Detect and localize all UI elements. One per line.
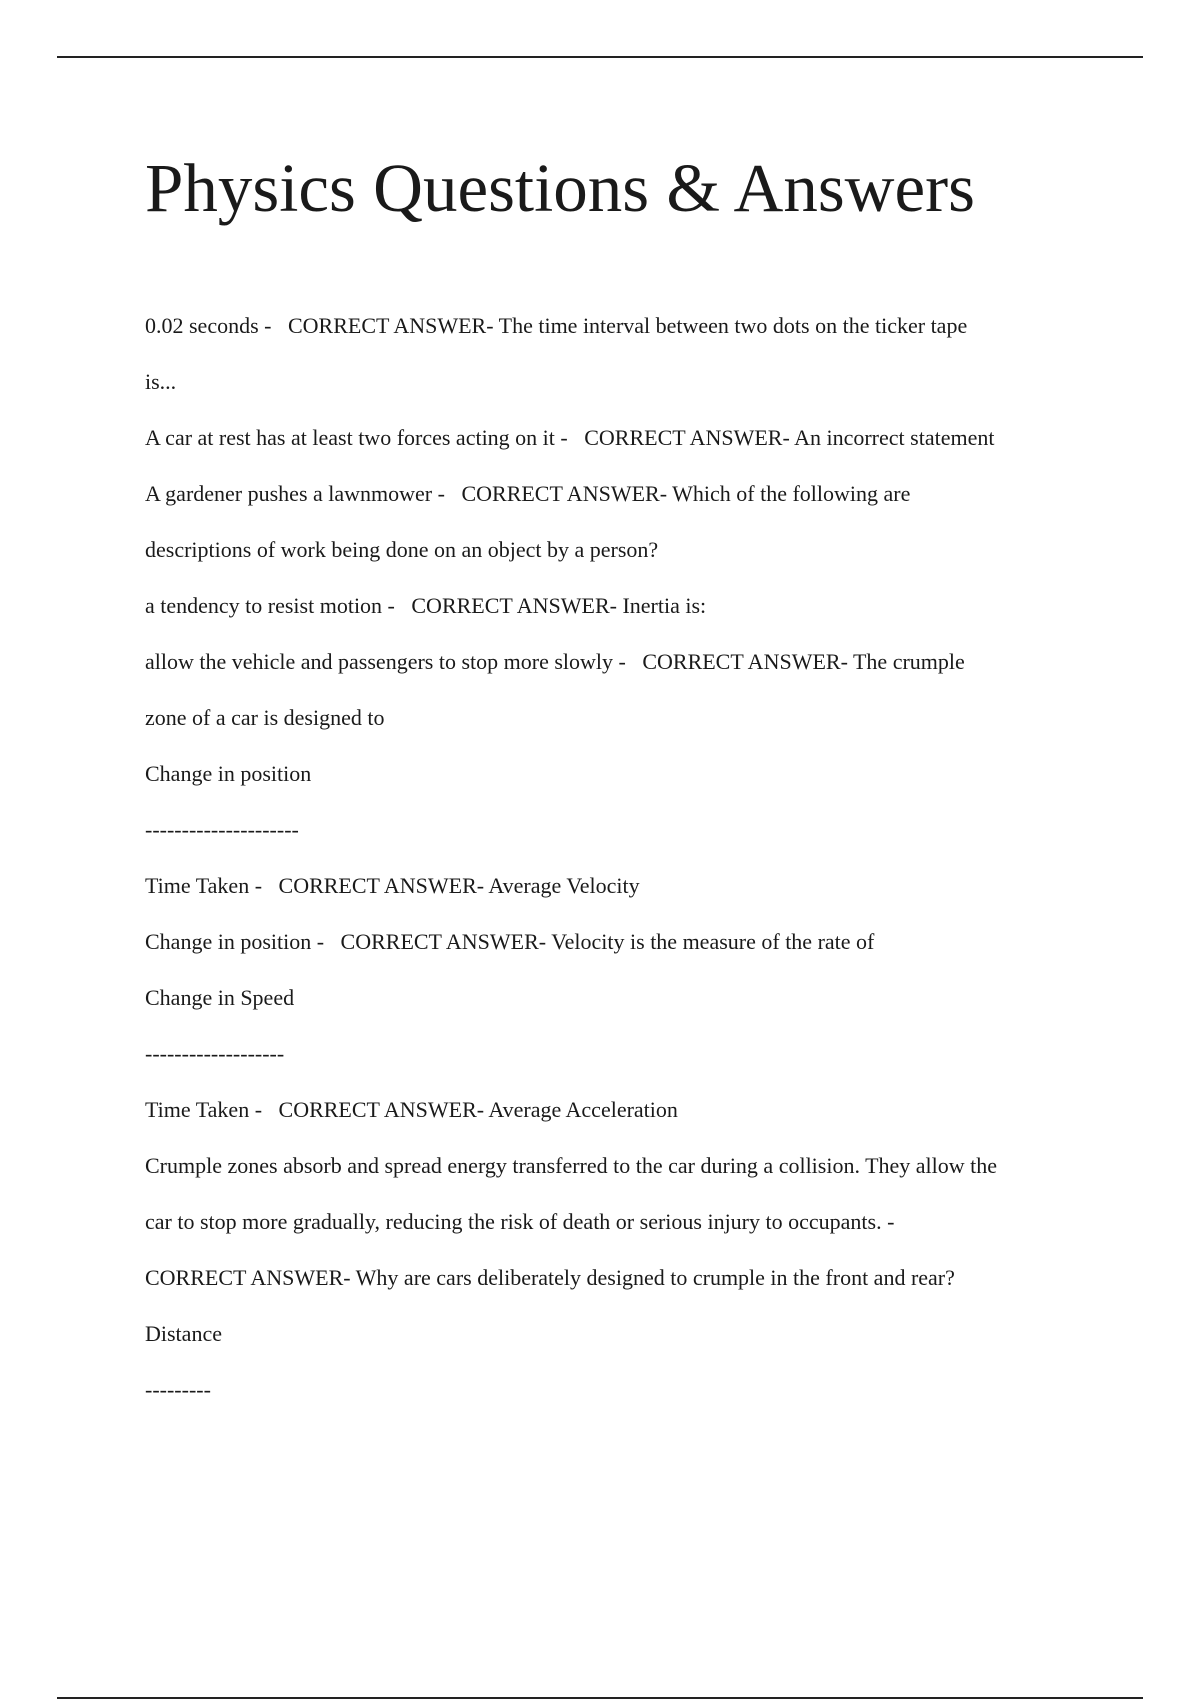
text-line: 0.02 seconds - CORRECT ANSWER- The time interval between two dots on the ticker tape <box>145 313 968 338</box>
top-rule <box>57 56 1143 58</box>
divider-dashes: --------------------- <box>145 817 299 842</box>
divider-dashes: --------- <box>145 1377 211 1402</box>
text-line: Change in Speed <box>145 985 295 1010</box>
text-line: Distance <box>145 1321 222 1346</box>
text-line: zone of a car is designed to <box>145 705 385 730</box>
text-line: allow the vehicle and passengers to stop more slowly - CORRECT ANSWER- The crumple <box>145 649 965 674</box>
bottom-rule <box>57 1697 1143 1699</box>
text-line: a tendency to resist motion - CORRECT ANSWER- Inertia is: <box>145 593 707 618</box>
text-line: is... <box>145 369 177 394</box>
document-title: Physics Questions & Answers <box>145 150 975 226</box>
divider-dashes: ------------------- <box>145 1041 285 1066</box>
text-line: CORRECT ANSWER- Why are cars deliberately designed to crumple in the front and rear? <box>145 1265 955 1290</box>
text-line: A gardener pushes a lawnmower - CORRECT ANSWER- Which of the following are <box>145 481 911 506</box>
text-line: descriptions of work being done on an object by a person? <box>145 537 659 562</box>
text-line: Time Taken - CORRECT ANSWER- Average Acceleration <box>145 1097 678 1122</box>
qa-text-lines <box>145 298 1105 1418</box>
text-line: Change in position <box>145 761 312 786</box>
text-line: Change in position - CORRECT ANSWER- Velocity is the measure of the rate of <box>145 929 875 954</box>
text-line: Crumple zones absorb and spread energy transferred to the car during a collision. They allow the <box>145 1153 998 1178</box>
text-line: A car at rest has at least two forces acting on it - CORRECT ANSWER- An incorrect statement <box>145 425 995 450</box>
text-line: car to stop more gradually, reducing the risk of death or serious injury to occupants. - <box>145 1209 895 1234</box>
text-line: Time Taken - CORRECT ANSWER- Average Velocity <box>145 873 640 898</box>
